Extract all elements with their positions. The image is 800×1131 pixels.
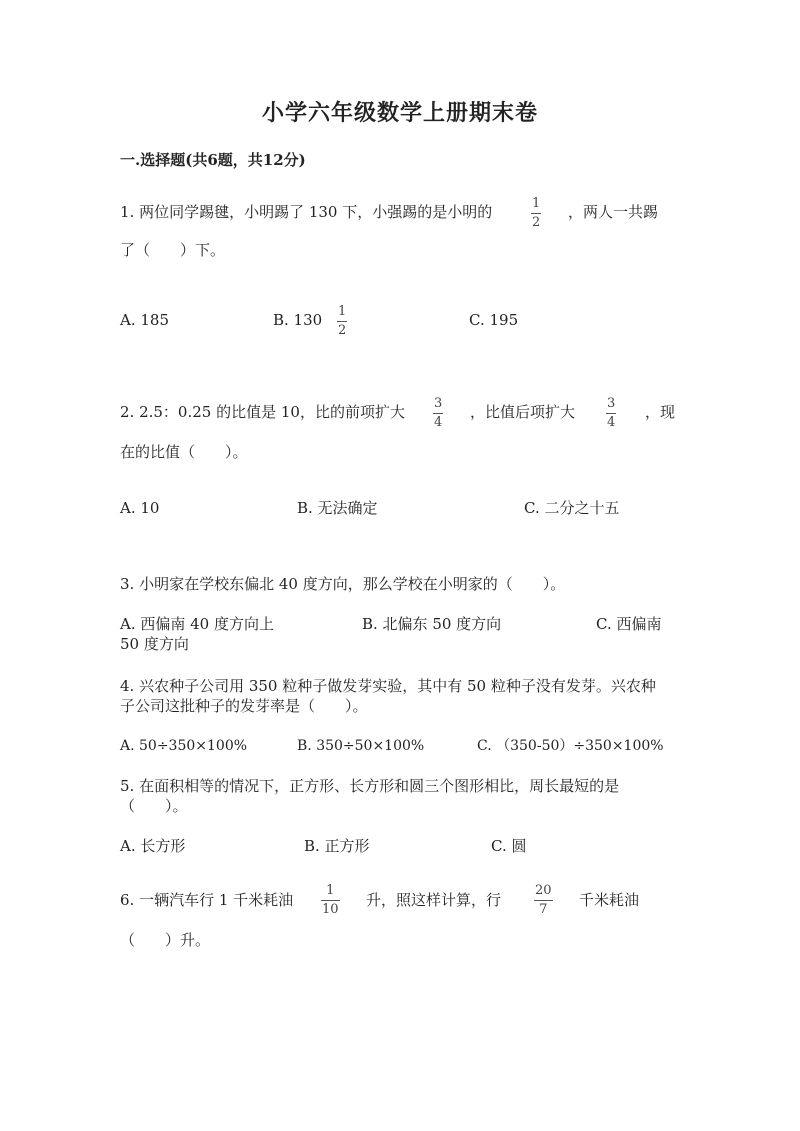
question-2-stem-part4: 在的比值（ ）。 <box>120 443 248 461</box>
question-5-option-b[interactable]: B. 正方形 <box>304 837 370 855</box>
question-5-stem-line1: 5. 在面积相等的情况下，正方形、长方形和圆三个图形相比，周长最短的是 <box>120 777 620 795</box>
fraction-denominator: 2 <box>532 215 541 230</box>
fraction-denominator: 2 <box>338 323 347 338</box>
fraction-numerator: 20 <box>535 883 552 898</box>
question-4-option-b[interactable]: B. 350÷50×100% <box>297 738 425 754</box>
fraction-denominator: 4 <box>607 415 616 430</box>
fraction-bar <box>321 900 340 901</box>
fraction-numerator: 1 <box>326 883 335 898</box>
fraction-denominator: 10 <box>322 902 339 917</box>
question-2-option-a[interactable]: A. 10 <box>120 499 160 517</box>
question-1-stem-part3: 了（ ）下。 <box>120 241 226 259</box>
question-6-stem-part4: （ ）升。 <box>120 931 211 949</box>
question-6-fraction-2 <box>534 883 553 917</box>
question-1-option-b-fraction <box>337 304 347 338</box>
question-1-option-c[interactable]: C. 195 <box>469 311 519 329</box>
question-2-stem-part3: ，现 <box>645 403 676 421</box>
question-5-option-c[interactable]: C. 圆 <box>491 837 527 855</box>
question-6-fraction-1 <box>321 883 340 917</box>
question-1-stem-part2: ，两人一共踢 <box>568 203 659 221</box>
question-1-option-b[interactable]: B. 130 <box>273 311 323 329</box>
question-2-option-b[interactable]: B. 无法确定 <box>297 499 378 517</box>
fraction-denominator: 7 <box>539 902 548 917</box>
fraction-bar <box>606 413 616 414</box>
question-4-option-c[interactable]: C. （350-50）÷350×100% <box>477 738 664 754</box>
fraction-numerator: 1 <box>338 304 347 319</box>
question-6-stem-part2: 升，照这样计算，行 <box>366 891 502 909</box>
question-2-fraction-1 <box>433 396 443 430</box>
fraction-bar <box>531 213 541 214</box>
question-3-option-c[interactable]: C. 西偏南 <box>596 615 662 633</box>
question-2-stem-part2: ，比值后项扩大 <box>470 403 576 421</box>
question-3-option-c-continued: 50 度方向 <box>120 635 189 653</box>
fraction-numerator: 3 <box>434 396 443 411</box>
fraction-bar <box>534 900 553 901</box>
question-5-stem-line2: （ ）。 <box>120 797 188 815</box>
question-3-option-a[interactable]: A. 西偏南 40 度方向上 <box>120 615 274 633</box>
question-6-stem-part3: 千米耗油 <box>579 891 640 909</box>
question-1-stem-part1: 1. 两位同学踢毽，小明踢了 130 下，小强踢的是小明的 <box>120 203 493 221</box>
question-3-stem: 3. 小明家在学校东偏北 40 度方向，那么学校在小明家的（ ）。 <box>120 575 566 593</box>
question-4-stem-line1: 4. 兴农种子公司用 350 粒种子做发芽实验，其中有 50 粒种子没有发芽。兴农种 <box>120 677 656 695</box>
fraction-denominator: 4 <box>434 415 443 430</box>
fraction-bar <box>433 413 443 414</box>
fraction-numerator: 3 <box>607 396 616 411</box>
page-title: 小学六年级数学上册期末卷 <box>261 100 538 126</box>
question-3-option-b[interactable]: B. 北偏东 50 度方向 <box>362 615 502 633</box>
question-4-option-a[interactable]: A. 50÷350×100% <box>120 738 248 754</box>
fraction-numerator: 1 <box>532 196 541 211</box>
section-heading: 一.选择题(共6题，共12分) <box>120 151 306 169</box>
question-2-stem-part1: 2. 2.5：0.25 的比值是 10，比的前项扩大 <box>120 403 405 421</box>
question-6-stem-part1: 6. 一辆汽车行 1 千米耗油 <box>120 891 294 909</box>
question-2-fraction-2 <box>606 396 616 430</box>
question-1-fraction <box>531 196 541 230</box>
question-1-option-a[interactable]: A. 185 <box>120 311 169 329</box>
fraction-bar <box>337 321 347 322</box>
question-4-stem-line2: 子公司这批种子的发芽率是（ ）。 <box>120 697 368 715</box>
question-2-option-c[interactable]: C. 二分之十五 <box>524 499 620 517</box>
question-5-option-a[interactable]: A. 长方形 <box>120 837 186 855</box>
